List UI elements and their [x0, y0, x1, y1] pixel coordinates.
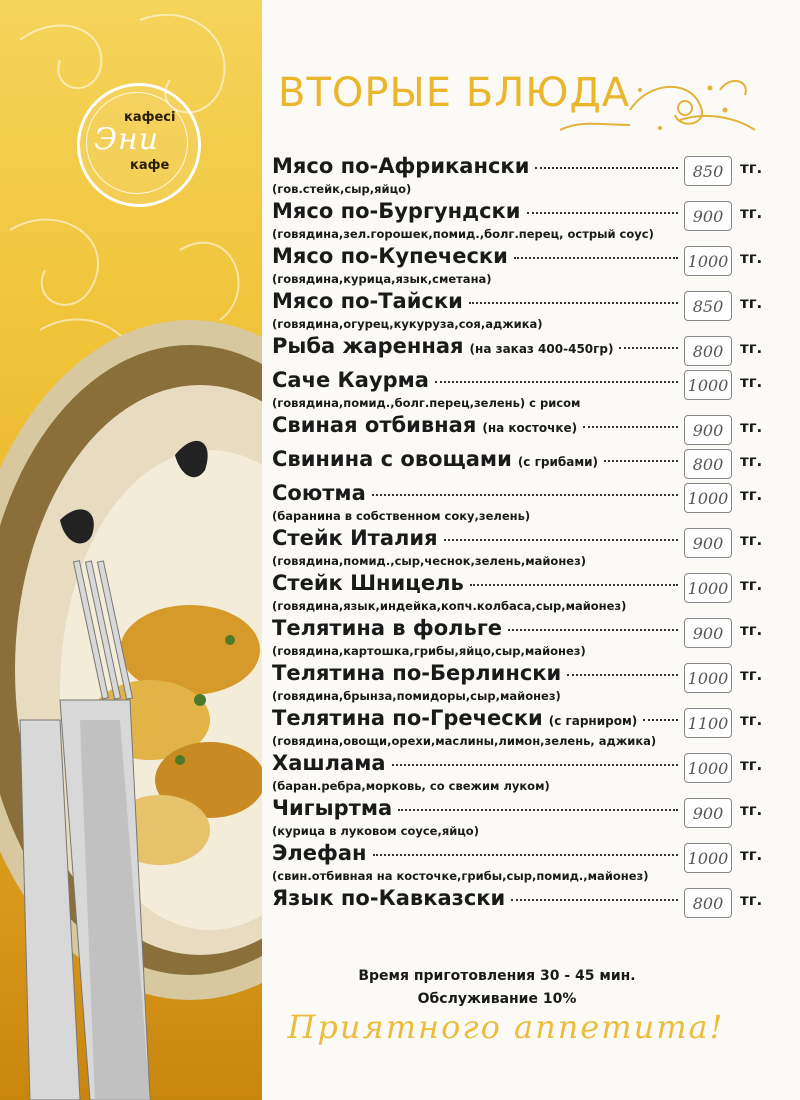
leader-dots [643, 719, 678, 721]
leader-dots [583, 426, 678, 428]
price-box: 900 [684, 618, 732, 648]
currency-label: тг. [740, 890, 763, 909]
menu-item-row [272, 332, 762, 366]
logo-bottom-text: кафе [130, 158, 170, 173]
price-box: 1000 [684, 753, 732, 783]
price-box: 900 [684, 798, 732, 828]
menu-item [272, 242, 762, 287]
dish-name: Телятина по-Берлински [272, 660, 562, 685]
menu-item-row [272, 794, 762, 828]
leader-dots [508, 629, 678, 631]
dish-name: Свиная отбивная [272, 412, 477, 437]
menu-item [272, 332, 762, 366]
logo-main-text: Эни [94, 122, 160, 157]
menu-item-row [272, 479, 762, 513]
leader-dots [372, 494, 678, 496]
currency-label: тг. [740, 293, 763, 312]
dish-name: Соютма [272, 480, 366, 505]
dish-name: Рыба жаренная [272, 333, 464, 358]
menu-item-row [272, 704, 762, 738]
dish-name: Стейк Шницель [272, 570, 464, 595]
price-box: 900 [684, 528, 732, 558]
currency-label: тг. [740, 575, 763, 594]
dish-description: (говядина,огурец,кукуруза,соя,аджика) [272, 317, 543, 331]
price-box: 800 [684, 449, 732, 479]
price-box: 1000 [684, 573, 732, 603]
menu-item [272, 884, 762, 918]
menu-item [272, 479, 762, 524]
currency-label: тг. [740, 372, 763, 391]
menu-item [272, 839, 762, 884]
leader-dots [514, 257, 678, 259]
ornament-decoration [520, 70, 760, 140]
menu-item [272, 445, 762, 479]
currency-label: тг. [740, 710, 763, 729]
price-box: 900 [684, 415, 732, 445]
dish-name: Свинина с овощами [272, 446, 512, 471]
leader-dots [470, 584, 678, 586]
leader-dots [535, 167, 678, 169]
currency-label: тг. [740, 665, 763, 684]
price-box: 1000 [684, 246, 732, 276]
menu-item [272, 614, 762, 659]
menu-item-row [272, 659, 762, 693]
leader-dots [373, 854, 678, 856]
leader-dots [604, 460, 678, 462]
leader-dots [392, 764, 678, 766]
leader-dots [619, 347, 678, 349]
currency-label: тг. [740, 338, 763, 357]
dish-description: (говядина,помид.,сыр,чеснок,зелень,майонез) [272, 554, 587, 568]
dish-description: (говядина,зел.горошек,помид.,болг.перец, острый соус) [272, 227, 654, 241]
price-box: 1100 [684, 708, 732, 738]
menu-item [272, 152, 762, 197]
logo-top-text: кафесі [124, 110, 176, 125]
menu-item-row [272, 411, 762, 445]
dish-description: (говядина,помид.,болг.перец,зелень) с рисом [272, 396, 581, 410]
currency-label: тг. [740, 451, 763, 470]
menu-item-row [272, 242, 762, 276]
menu-item [272, 524, 762, 569]
dish-name: Мясо по-Африкански [272, 153, 530, 178]
dish-name: Хашлама [272, 750, 386, 775]
price-box: 1000 [684, 370, 732, 400]
dish-description: (курица в луковом соусе,яйцо) [272, 824, 479, 838]
menu-item-row [272, 445, 762, 479]
price-box: 850 [684, 291, 732, 321]
menu-item [272, 287, 762, 332]
dish-name: Телятина в фольге [272, 615, 503, 640]
prep-time-note: Время приготовления 30 - 45 мин. [358, 968, 636, 984]
dish-note: (на косточке) [482, 420, 578, 435]
price-box: 1000 [684, 663, 732, 693]
dish-note: (с гарниром) [548, 713, 638, 728]
currency-label: тг. [740, 800, 763, 819]
currency-label: тг. [740, 417, 763, 436]
leader-dots [527, 212, 679, 214]
menu-item-row [272, 152, 762, 186]
price-box: 850 [684, 156, 732, 186]
dish-description: (говядина,картошка,грибы,яйцо,сыр,майонез) [272, 644, 586, 658]
dish-name: Саче Каурма [272, 367, 429, 392]
dish-description: (баран.ребра,морковь, со свежим луком) [272, 779, 550, 793]
dish-description: (говядина,овощи,орехи,маслины,лимон,зелень, аджика) [272, 734, 657, 748]
dish-description: (говядина,язык,индейка,копч.колбаса,сыр,майонез) [272, 599, 627, 613]
menu-item [272, 659, 762, 704]
dish-name: Мясо по-Купечески [272, 243, 508, 268]
page-title: ВТОРЫЕ БЛЮДА [278, 70, 631, 116]
menu-list [272, 152, 762, 918]
menu-item [272, 794, 762, 839]
leader-dots [511, 899, 678, 901]
menu-item [272, 749, 762, 794]
leader-dots [469, 302, 678, 304]
dish-name: Чигыртма [272, 795, 393, 820]
dish-description: (гов.стейк,сыр,яйцо) [272, 182, 412, 196]
decorative-panel [0, 0, 262, 1100]
menu-item-row [272, 614, 762, 648]
menu-item-row [272, 839, 762, 873]
dish-name: Стейк Италия [272, 525, 438, 550]
currency-label: тг. [740, 248, 763, 267]
menu-item-row [272, 569, 762, 603]
leader-dots [444, 539, 678, 541]
currency-label: тг. [740, 158, 763, 177]
menu-item-row [272, 884, 762, 918]
leader-dots [567, 674, 678, 676]
menu-item-row [272, 197, 762, 231]
cafe-logo [77, 83, 201, 207]
menu-item-row [272, 749, 762, 783]
leader-dots [398, 809, 678, 811]
tagline: Приятного аппетита! [287, 1008, 725, 1046]
dish-name: Язык по-Кавказски [272, 885, 506, 910]
currency-label: тг. [740, 620, 763, 639]
price-box: 900 [684, 201, 732, 231]
currency-label: тг. [740, 755, 763, 774]
dish-description: (говядина,курица,язык,сметана) [272, 272, 492, 286]
menu-item [272, 197, 762, 242]
currency-label: тг. [740, 530, 763, 549]
dish-name: Телятина по-Гречески [272, 705, 543, 730]
menu-item [272, 704, 762, 749]
dish-description: (свин.отбивная на косточке,грибы,сыр,помид.,майонез) [272, 869, 649, 883]
dish-note: (с грибами) [517, 454, 599, 469]
service-note: Обслуживание 10% [417, 991, 577, 1007]
menu-item-row [272, 524, 762, 558]
dish-name: Элефан [272, 840, 367, 865]
dish-description: (говядина,брынза,помидоры,сыр,майонез) [272, 689, 561, 703]
dish-description: (баранина в собственном соку,зелень) [272, 509, 531, 523]
menu-item-row [272, 287, 762, 321]
dish-name: Мясо по-Тайски [272, 288, 463, 313]
currency-label: тг. [740, 845, 763, 864]
dish-note: (на заказ 400-450гр) [469, 341, 614, 356]
menu-item-row [272, 366, 762, 400]
price-box: 800 [684, 888, 732, 918]
price-box: 1000 [684, 843, 732, 873]
menu-item [272, 366, 762, 411]
menu-item [272, 411, 762, 445]
currency-label: тг. [740, 485, 763, 504]
price-box: 1000 [684, 483, 732, 513]
dish-name: Мясо по-Бургундски [272, 198, 521, 223]
currency-label: тг. [740, 203, 763, 222]
leader-dots [435, 381, 678, 383]
menu-item [272, 569, 762, 614]
price-box: 800 [684, 336, 732, 366]
